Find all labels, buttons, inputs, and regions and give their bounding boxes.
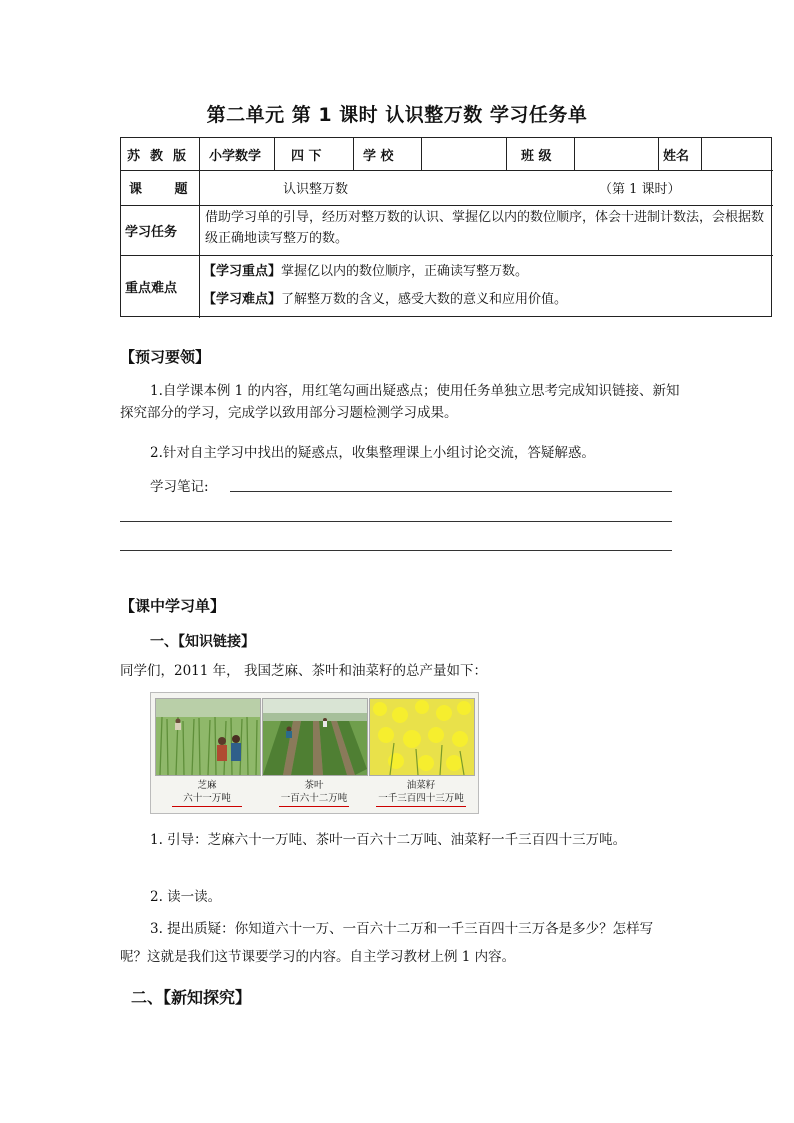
rapeseed-caption (368, 779, 474, 807)
key-label: 重点难点 (125, 281, 178, 296)
school-label: 学 校 (363, 148, 394, 164)
notes-line[interactable] (230, 491, 672, 492)
subject-value: 小学数学 (209, 148, 262, 164)
tea-photo (262, 698, 368, 776)
difficulty-label: 【学习难点】 (203, 291, 282, 307)
notes-label: 学习笔记: (150, 479, 209, 495)
key-point-label: 【学习重点】 (203, 263, 282, 279)
difficulty-row (203, 286, 567, 308)
topic-label (129, 170, 193, 205)
preview-heading: 【预习要领】 (120, 348, 211, 366)
header-table (120, 137, 772, 317)
name-label: 姓名 (663, 148, 690, 164)
tea-caption (261, 779, 367, 807)
crop-photos (150, 692, 479, 814)
question-2: 2. 读一读。 (150, 889, 222, 905)
table-rule (274, 138, 275, 170)
table-rule (701, 138, 702, 170)
intro-text: 同学们，2011 年， 我国芝麻、茶叶和油菜籽的总产量如下： (120, 663, 487, 679)
table-rule (421, 138, 422, 170)
class-label: 班 级 (521, 148, 552, 164)
sesame-name: 芝麻 (197, 780, 217, 791)
grade-value: 四 下 (291, 148, 322, 164)
task-text: 借助学习单的引导，经历对整万数的认识、掌握亿以内的数位顺序，体会十进制计数法，会根据数级正确地读写整万的数。 (205, 210, 765, 246)
preview-item-2: 2.针对自主学习中找出的疑惑点，收集整理课上小组讨论交流，答疑解惑。 (150, 445, 595, 461)
notes-line[interactable] (120, 550, 672, 551)
name-field[interactable] (706, 142, 768, 166)
knowledge-link-heading: 一、【知识链接】 (150, 634, 255, 650)
rapeseed-photo (369, 698, 475, 776)
sesame-caption (154, 779, 260, 807)
key-point-row (203, 258, 528, 280)
school-field[interactable] (427, 142, 501, 166)
table-rule (353, 138, 354, 170)
topic-value: 认识整万数 (283, 182, 349, 197)
table-rule (574, 138, 575, 170)
tea-amount: 一百六十二万吨 (279, 792, 349, 807)
table-rule (199, 138, 200, 318)
page-title: 第二单元 第 1 课时 认识整万数 学习任务单 (206, 104, 588, 126)
table-rule (121, 205, 773, 206)
task-label: 学习任务 (125, 224, 178, 240)
question-3: 3. 提出质疑：你知道六十一万、一百六十二万和一千三百四十三万各是多少？怎样写呢？这就是我们这节课要学习的内容。自主学习教材上例 1 内容。 (120, 921, 654, 965)
lesson-number: （第 1 课时） (599, 182, 681, 197)
sesame-photo (155, 698, 261, 776)
table-rule (121, 255, 773, 256)
table-rule (658, 138, 659, 170)
edition-label: 苏教版 (127, 148, 197, 164)
class-field[interactable] (581, 142, 653, 166)
notes-line[interactable] (120, 521, 672, 522)
new-knowledge-heading: 二、【新知探究】 (131, 988, 252, 1007)
topic-label-text: 课 题 (129, 182, 188, 197)
key-point-text: 掌握亿以内的数位顺序，正确读写整万数。 (281, 263, 529, 279)
preview-item-1: 1.自学课本例 1 的内容，用红笔勾画出疑惑点；使用任务单独立思考完成知识链接、新知探究部分的学习，完成学以致用部分习题检测学习成果。 (120, 383, 680, 421)
question-1: 1. 引导：芝麻六十一万吨、茶叶一百六十二万吨、油菜籽一千三百四十三万吨。 (150, 832, 627, 848)
sesame-amount: 六十一万吨 (172, 792, 242, 807)
in-class-heading: 【课中学习单】 (120, 597, 226, 615)
rapeseed-amount: 一千三百四十三万吨 (376, 792, 466, 807)
tea-name: 茶叶 (304, 780, 324, 791)
table-rule (506, 138, 507, 170)
difficulty-text: 了解整万数的含义，感受大数的意义和应用价值。 (281, 291, 568, 307)
rapeseed-name: 油菜籽 (406, 780, 436, 791)
